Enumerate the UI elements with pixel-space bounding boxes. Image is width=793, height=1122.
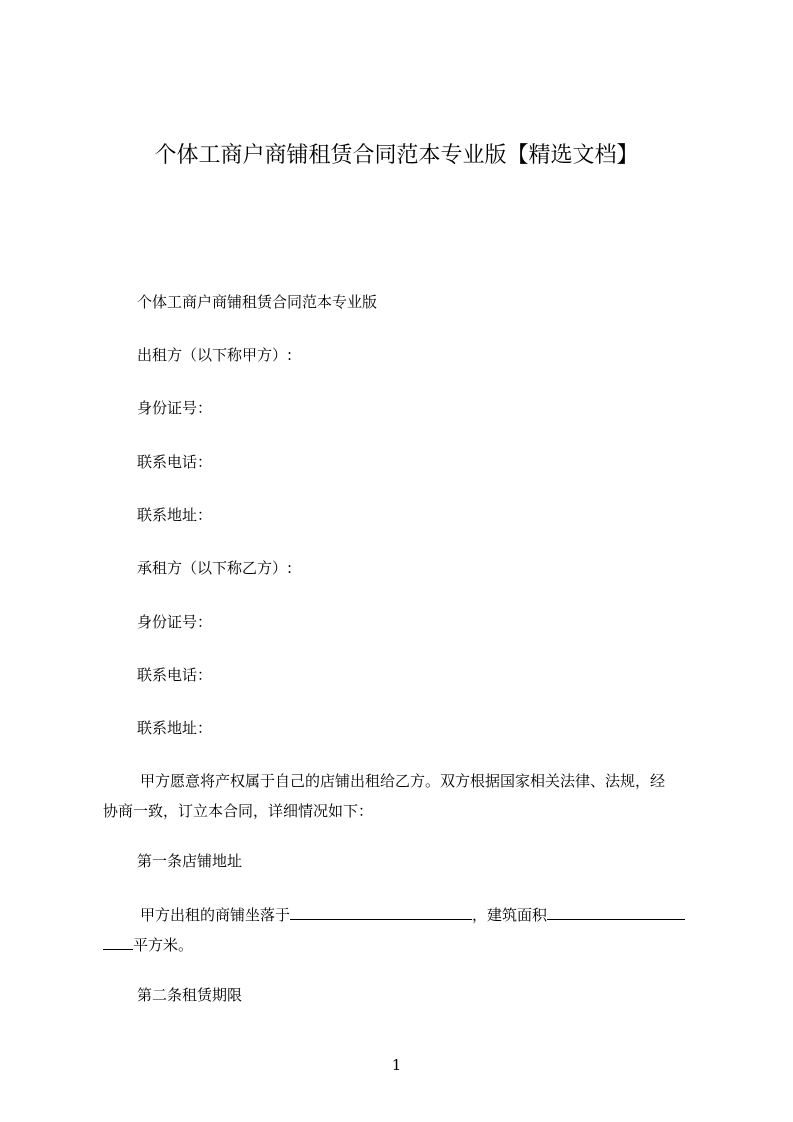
location-blank[interactable] <box>290 903 472 920</box>
intro-line-1: 甲方愿意将产权属于自己的店铺出租给乙方。双方根据国家相关法律、法规，经 <box>140 772 666 790</box>
lessor-address-label: 联系地址： <box>137 506 213 524</box>
area-blank[interactable] <box>547 903 685 920</box>
lessor-id-label: 身份证号： <box>137 399 213 417</box>
article-2-heading: 第二条租赁期限 <box>137 986 243 1004</box>
contract-subtitle: 个体工商户商铺租赁合同范本专业版 <box>137 293 378 311</box>
article-1-area-label: ，建筑面积 <box>472 906 548 924</box>
lessee-label: 承租方（以下称乙方）: <box>137 559 293 577</box>
document-title: 个体工商户商铺租赁合同范本专业版【精选文档】 <box>154 143 639 168</box>
article-1-unit: 平方米。 <box>133 936 194 954</box>
area-blank-continued[interactable] <box>103 933 133 950</box>
page-number: 1 <box>391 1056 402 1074</box>
article-1-heading: 第一条店铺地址 <box>137 852 243 870</box>
lessor-label: 出租方（以下称甲方）: <box>137 346 293 364</box>
lessee-phone-label: 联系电话： <box>137 666 213 684</box>
lessee-id-label: 身份证号： <box>137 613 213 631</box>
intro-line-2: 协商一致，订立本合同，详细情况如下： <box>103 802 374 820</box>
article-1-location-label: 甲方出租的商铺坐落于 <box>140 906 291 924</box>
lessee-address-label: 联系地址： <box>137 719 213 737</box>
lessor-phone-label: 联系电话： <box>137 453 213 471</box>
intro-paragraph <box>103 770 703 822</box>
article-1-paragraph <box>133 903 703 955</box>
